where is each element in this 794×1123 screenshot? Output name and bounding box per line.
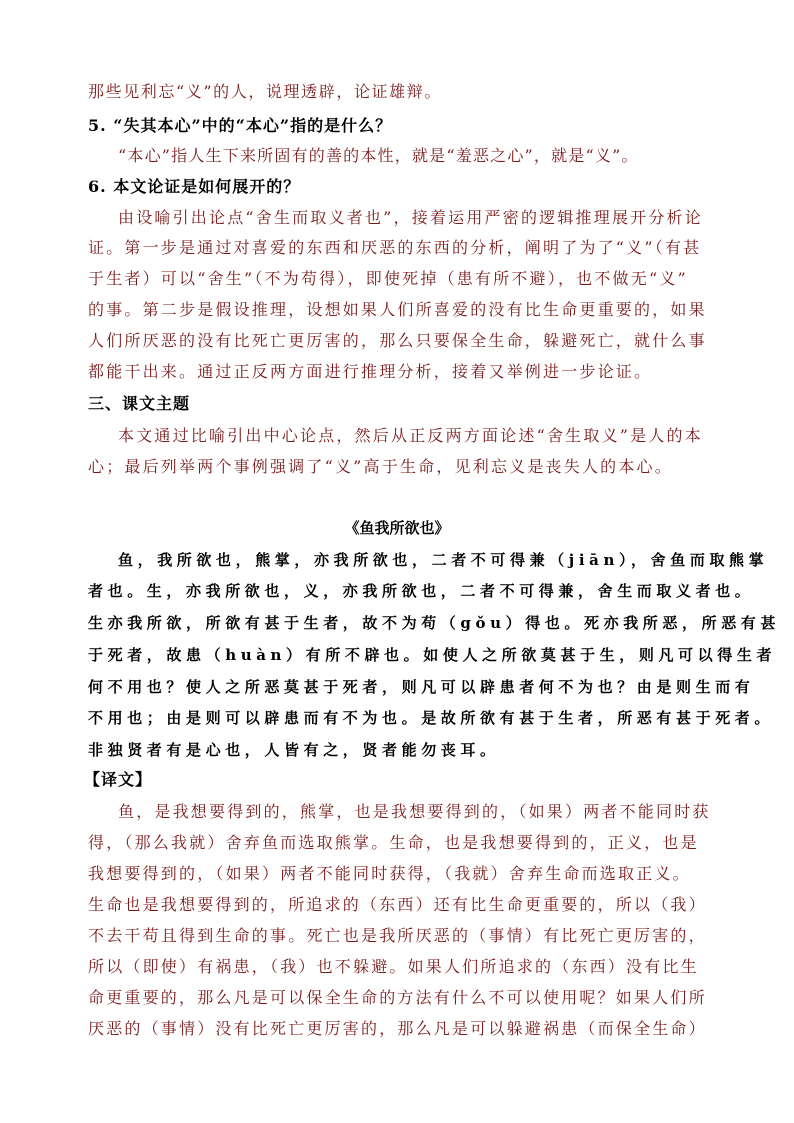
answer-6-line: 人们所厌恶的没有比死亡更厉害的，那么只要保全生命，躲避死亡，就什么事	[88, 331, 707, 350]
question-5: 5. “失其本心”中的“本心”指的是什么？	[88, 116, 393, 135]
passage-title: 《鱼我所欲也》	[344, 519, 450, 537]
translation-line: 鱼，是我想要得到的，熊掌，也是我想要得到的，（如果）两者不能同时获	[118, 802, 711, 821]
answer-6-line: 由设喻引出论点“舍生而取义者也”，接着运用严密的逻辑推理展开分析论	[118, 208, 703, 227]
answer-6-line: 证。第一步是通过对喜爱的东西和厌恶的东西的分析，阐明了为了“义”（有甚	[88, 238, 702, 257]
theme-heading: 三、课文主题	[88, 394, 191, 413]
translation-line: 我想要得到的，（如果）两者不能同时获得，（我就）舍弃生命而选取正义。	[88, 864, 691, 883]
passage-line: 非独贤者有是心也，人皆有之，贤者能勿丧耳。	[88, 741, 500, 759]
passage-line: 何不用也？使人之所恶莫甚于死者，则凡可以辟患者何不为也？由是则生而有	[88, 678, 755, 696]
answer-6-line: 于生者）可以“舍生”（不为苟得），即使死掉（患有所不避），也不做无“义”	[88, 269, 688, 288]
answer-6-line: 都能干出来。通过正反两方面进行推理分析，接着又举例进一步论证。	[88, 362, 653, 381]
translation-line: 所以（即使）有祸患，（我）也不躲避。如果人们所追求的（东西）没有比生	[88, 957, 699, 976]
translation-line: 厌恶的（事情）没有比死亡更厉害的，那么凡是可以躲避祸患（而保全生命）	[88, 1019, 707, 1038]
passage-line: 不用也；由是则可以辟患而有不为也。是故所欲有甚于生者，所恶有甚于死者。	[88, 709, 775, 727]
passage-line: 于死者，故患（huàn）有所不辟也。如使人之所欲莫甚于生，则凡可以得生者	[88, 646, 777, 664]
question-6: 6. 本文论证是如何展开的？	[88, 177, 301, 196]
passage-line: 者也。生，亦我所欲也，义，亦我所欲也，二者不可得兼，舍生而取义者也。	[88, 582, 755, 600]
intro-tail-text: 那些见利忘“义”的人，说理透辟，论证雄辩。	[88, 82, 442, 101]
translation-line: 命更重要的，那么凡是可以保全生命的方法有什么不可以使用呢？如果人们所	[88, 988, 707, 1007]
answer-5: “本心”指人生下来所固有的善的本性，就是“羞恶之心”，就是“义”。	[118, 146, 639, 165]
passage-line: 生亦我所欲，所欲有甚于生者，故不为苟（gǒu）得也。死亦我所恶，所恶有甚	[88, 614, 781, 632]
theme-line: 本文通过比喻引出中心论点，然后从正反两方面论述“舍生取义”是人的本	[118, 426, 703, 445]
answer-6-line: 的事。第二步是假设推理，设想如果人们所喜爱的没有比生命更重要的，如果	[88, 300, 707, 319]
passage-line: 鱼，我所欲也，熊掌，亦我所欲也，二者不可得兼（jiān），舍鱼而取熊掌	[118, 551, 769, 569]
translation-line: 不去干苟且得到生命的事。死亡也是我所厌恶的（事情）有比死亡更厉害的，	[88, 926, 707, 945]
theme-line: 心；最后列举两个事例强调了“义”高于生命，见利忘义是丧失人的本心。	[88, 457, 673, 476]
translation-line: 生命也是我想要得到的，所追求的（东西）还有比生命更重要的，所以（我）	[88, 895, 707, 914]
translation-heading: 【译文】	[84, 770, 153, 789]
translation-line: 得，（那么我就）舍弃鱼而选取熊掌。生命，也是我想要得到的，正义，也是	[88, 833, 699, 852]
